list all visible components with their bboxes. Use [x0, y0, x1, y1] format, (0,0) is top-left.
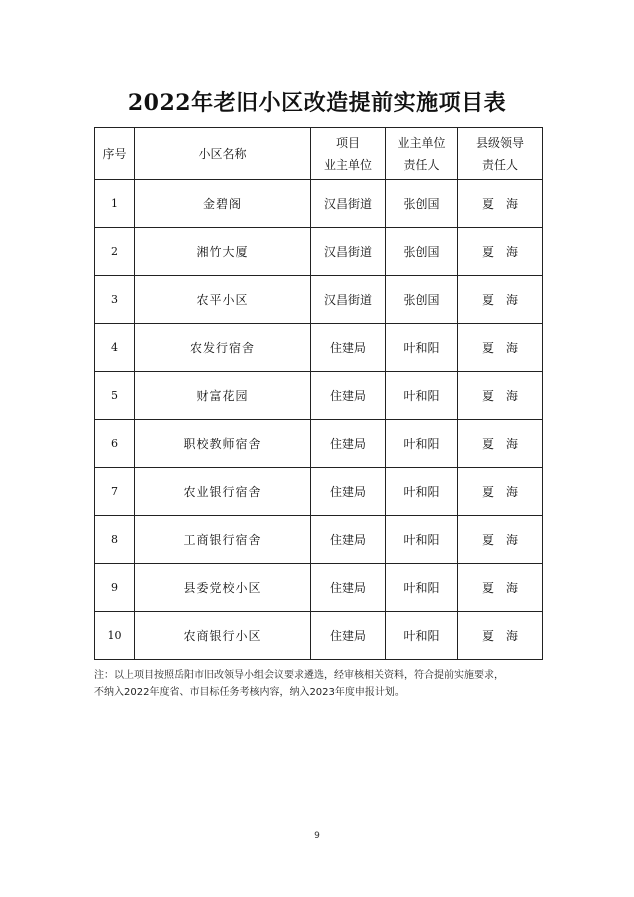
row-index: 4 — [95, 324, 135, 372]
header-owner-unit-line1: 项目 — [335, 135, 360, 150]
header-unit-person — [386, 128, 458, 180]
row-county-leader: 夏 海 — [458, 372, 543, 420]
row-index: 6 — [95, 420, 135, 468]
header-county-leader — [458, 128, 543, 180]
row-unit-person: 叶和阳 — [386, 516, 458, 564]
row-community-name: 县委党校小区 — [135, 564, 311, 612]
header-owner-unit — [311, 128, 386, 180]
table-row — [95, 180, 543, 228]
row-unit-person: 叶和阳 — [386, 468, 458, 516]
table-note-line2: 不纳入2022年度省、市目标任务考核内容，纳入2023年度申报计划。 — [94, 687, 405, 698]
table-row — [95, 372, 543, 420]
row-county-leader: 夏 海 — [458, 420, 543, 468]
row-county-leader: 夏 海 — [458, 324, 543, 372]
table-body — [95, 180, 543, 660]
header-name: 小区名称 — [135, 128, 311, 180]
row-owner-unit: 汉昌街道 — [311, 180, 386, 228]
header-unit-person-line1: 业主单位 — [397, 135, 446, 150]
table-row — [95, 564, 543, 612]
row-index: 10 — [95, 612, 135, 660]
row-owner-unit: 住建局 — [311, 612, 386, 660]
row-community-name: 农商银行小区 — [135, 612, 311, 660]
table-row — [95, 516, 543, 564]
page-number: 9 — [314, 831, 320, 841]
row-unit-person: 叶和阳 — [386, 324, 458, 372]
row-unit-person: 张创国 — [386, 180, 458, 228]
row-county-leader: 夏 海 — [458, 468, 543, 516]
row-community-name: 农发行宿舍 — [135, 324, 311, 372]
row-owner-unit: 住建局 — [311, 468, 386, 516]
row-community-name: 湘竹大厦 — [135, 228, 311, 276]
row-community-name: 农平小区 — [135, 276, 311, 324]
row-county-leader: 夏 海 — [458, 180, 543, 228]
table-row — [95, 324, 543, 372]
row-owner-unit: 住建局 — [311, 324, 386, 372]
table-row — [95, 276, 543, 324]
table-row — [95, 612, 543, 660]
table-header — [95, 128, 543, 180]
project-table — [94, 127, 543, 660]
row-owner-unit: 住建局 — [311, 564, 386, 612]
table-header-row — [95, 128, 543, 180]
row-index: 7 — [95, 468, 135, 516]
row-county-leader: 夏 海 — [458, 564, 543, 612]
row-index: 9 — [95, 564, 135, 612]
row-unit-person: 张创国 — [386, 276, 458, 324]
row-owner-unit: 汉昌街道 — [311, 276, 386, 324]
row-index: 5 — [95, 372, 135, 420]
table-note — [94, 667, 554, 701]
row-county-leader: 夏 海 — [458, 276, 543, 324]
row-unit-person: 叶和阳 — [386, 372, 458, 420]
table-row — [95, 468, 543, 516]
row-community-name: 工商银行宿舍 — [135, 516, 311, 564]
row-community-name: 农业银行宿舍 — [135, 468, 311, 516]
row-owner-unit: 住建局 — [311, 516, 386, 564]
row-index: 3 — [95, 276, 135, 324]
header-county-leader-line2: 责任人 — [481, 157, 518, 172]
header-unit-person-line2: 责任人 — [403, 157, 440, 172]
row-community-name: 金碧阁 — [135, 180, 311, 228]
header-county-leader-line1: 县级领导 — [475, 135, 524, 150]
row-county-leader: 夏 海 — [458, 612, 543, 660]
row-community-name: 财富花园 — [135, 372, 311, 420]
row-owner-unit: 住建局 — [311, 372, 386, 420]
row-owner-unit: 住建局 — [311, 420, 386, 468]
table-note-line1: 注：以上项目按照岳阳市旧改领导小组会议要求遴选，经审核相关资料，符合提前实施要求， — [94, 670, 504, 681]
row-unit-person: 张创国 — [386, 228, 458, 276]
row-index: 8 — [95, 516, 135, 564]
header-owner-unit-line2: 业主单位 — [323, 157, 372, 172]
row-owner-unit: 汉昌街道 — [311, 228, 386, 276]
table-row — [95, 420, 543, 468]
page-title: 2022年老旧小区改造提前实施项目表 — [127, 90, 507, 116]
row-unit-person: 叶和阳 — [386, 564, 458, 612]
row-unit-person: 叶和阳 — [386, 420, 458, 468]
row-index: 1 — [95, 180, 135, 228]
row-county-leader: 夏 海 — [458, 516, 543, 564]
row-index: 2 — [95, 228, 135, 276]
row-community-name: 职校教师宿舍 — [135, 420, 311, 468]
header-index: 序号 — [95, 128, 135, 180]
row-county-leader: 夏 海 — [458, 228, 543, 276]
row-unit-person: 叶和阳 — [386, 612, 458, 660]
table-row — [95, 228, 543, 276]
